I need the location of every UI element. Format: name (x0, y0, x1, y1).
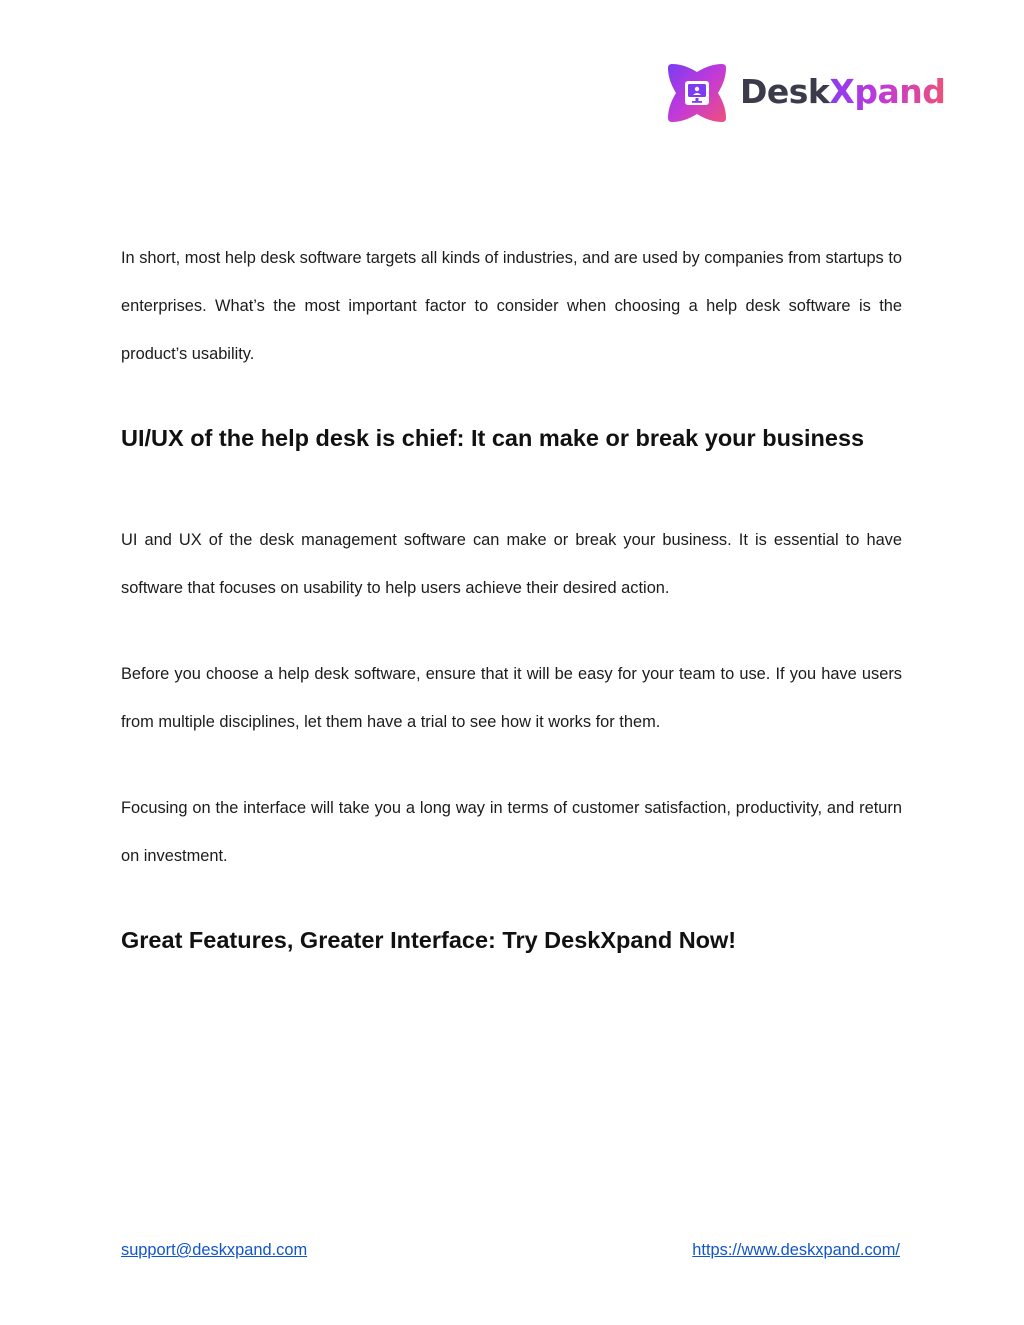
logo-wordmark (740, 72, 945, 112)
document-body (121, 234, 902, 960)
logo-text-desk: Desk (740, 72, 830, 111)
website-link[interactable]: https://www.deskxpand.com/ (692, 1241, 900, 1259)
paragraph-ui-ux: UI and UX of the desk management software can make or break your business. It is essential to have software that focuses on usability to help users achieve their desired action. (121, 531, 902, 597)
monitor-cross-logo-icon (664, 60, 730, 126)
heading-try-deskxpand: Great Features, Greater Interface: Try DeskXpand Now! (121, 927, 737, 953)
deskxpand-logo (664, 60, 944, 128)
paragraph-before-choose: Before you choose a help desk software, ensure that it will be easy for your team to use. If you have users from multiple disciplines, let them have a trial to see how it works for them. (121, 665, 902, 731)
support-email-link[interactable]: support@deskxpand.com (121, 1241, 308, 1259)
heading-ui-ux: UI/UX of the help desk is chief: It can make or break your business (121, 425, 865, 451)
logo-text-xpand: Xpand (829, 72, 946, 111)
paragraph-intro: In short, most help desk software targets all kinds of industries, and are used by companies from startups to enterprises. What’s the most important factor to consider when choosing a help desk software is the product’s usability. (121, 249, 902, 363)
paragraph-focusing: Focusing on the interface will take you a long way in terms of customer satisfaction, productivity, and return on investment. (121, 799, 902, 865)
